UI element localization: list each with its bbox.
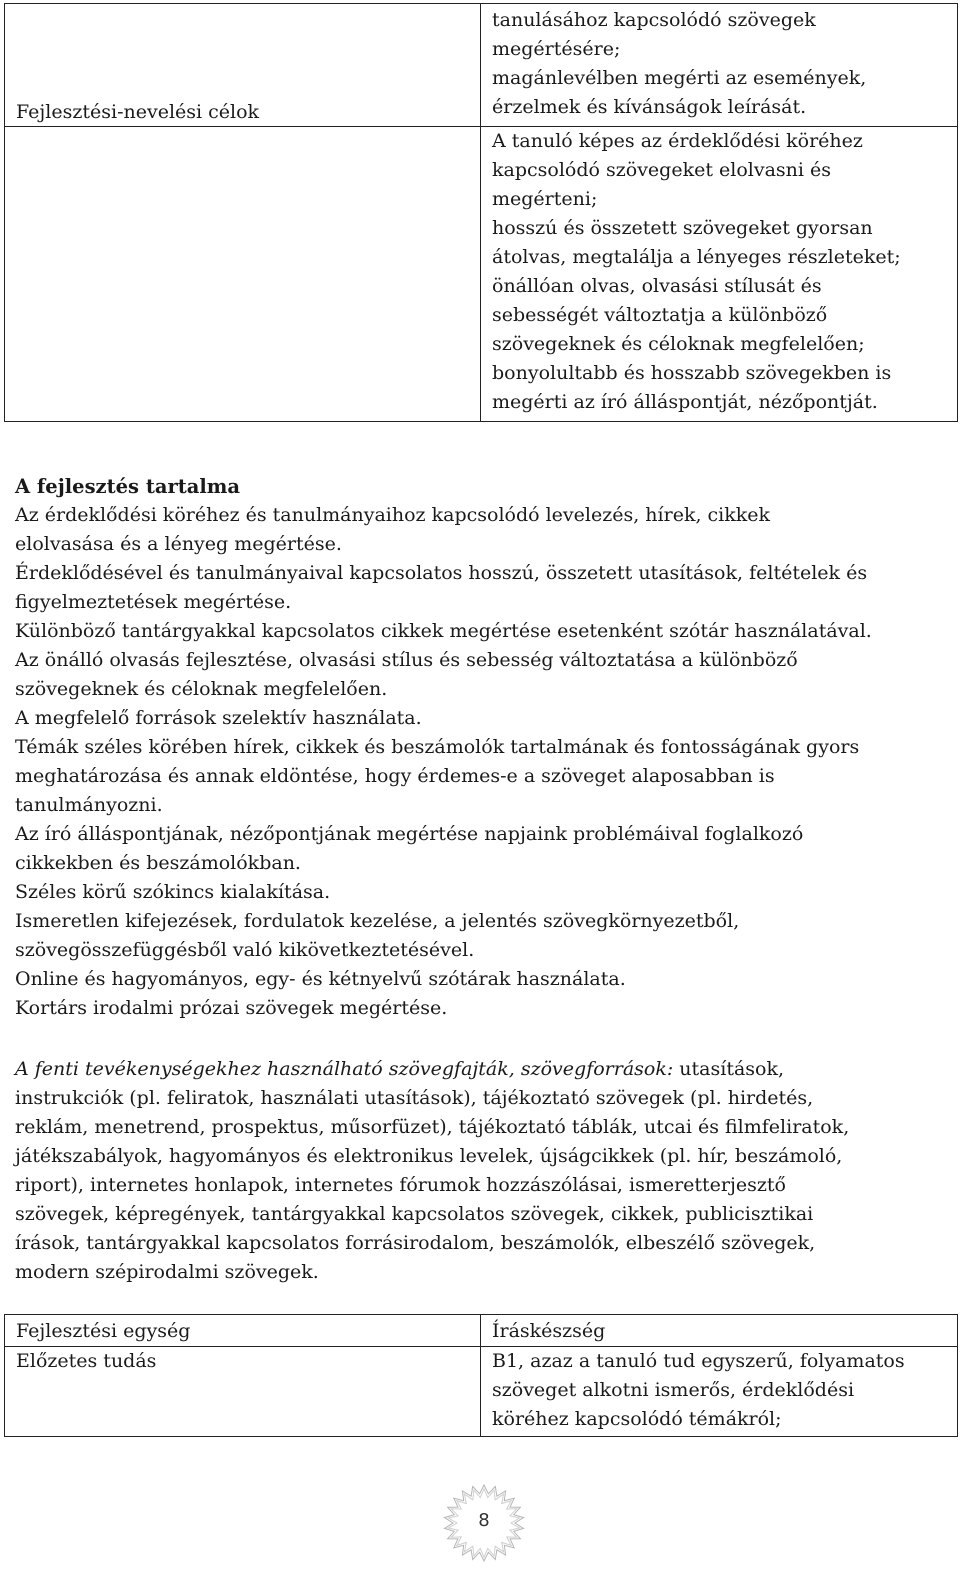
cell-text-line: sebességét változtatja a különböző <box>492 304 828 326</box>
paragraph-line: szövegek, képregények, tantárgyakkal kapcsolatos szövegek, cikkek, publicisztikai <box>15 1203 814 1225</box>
table-row <box>5 1347 958 1437</box>
paragraph-line: meghatározása és annak eldöntése, hogy érdemes-e a szöveget alaposabban is <box>15 765 775 787</box>
paragraph-line: Különböző tantárgyakkal kapcsolatos cikkek megértése esetenként szótár használatával. <box>15 620 872 642</box>
unit-value-cell <box>481 1315 958 1347</box>
paragraph-line: reklám, menetrend, prospektus, műsorfüzet), tájékoztató táblák, utcai és filmfeliratok, <box>15 1116 850 1138</box>
development-content-section <box>15 472 945 1023</box>
cell-text-line: szöveget alkotni ismerős, érdeklődési <box>492 1379 855 1401</box>
cell-text-line: tanulásához kapcsolódó szövegek <box>492 9 816 31</box>
cell-text-line: köréhez kapcsolódó témákról; <box>492 1408 782 1430</box>
paragraph-line: cikkekben és beszámolókban. <box>15 852 301 874</box>
prior-knowledge-label: Előzetes tudás <box>16 1350 157 1372</box>
unit-value: Íráskészség <box>492 1320 606 1342</box>
paragraph-line: Széles körű szókincs kialakítása. <box>15 881 331 903</box>
paragraph-line: Ismeretlen kifejezések, fordulatok kezelése, a jelentés szövegkörnyezetből, <box>15 910 740 932</box>
table-cell-continued-text <box>481 4 958 127</box>
page-number: 8 <box>478 1510 490 1531</box>
unit-label: Fejlesztési egység <box>16 1320 191 1342</box>
italic-lead: A fenti tevékenységekhez használható szövegfajták, szövegforrások: <box>15 1058 674 1080</box>
cell-text-line: érzelmek és kívánságok leírását. <box>492 96 807 118</box>
paragraph-line: Témák széles körében hírek, cikkek és beszámolók tartalmának és fontosságának gyors <box>15 736 860 758</box>
lead-continuation: utasítások, <box>673 1058 785 1080</box>
paragraph-line: modern szépirodalmi szövegek. <box>15 1261 319 1283</box>
paragraph-line: szövegösszefüggésből való kikövetkeztetésével. <box>15 939 475 961</box>
cell-text-line: megértésére; <box>492 38 621 60</box>
text-types-section <box>15 1055 945 1287</box>
page-number-badge <box>436 1480 532 1566</box>
cell-text-line: szövegeknek és céloknak megfelelően; <box>492 333 865 355</box>
paragraph-line: Kortárs irodalmi prózai szövegek megértése. <box>15 997 448 1019</box>
paragraph-line: elolvasása és a lényeg megértése. <box>15 533 342 555</box>
goals-label-cell <box>5 101 481 422</box>
paragraph-line: Az író álláspontjának, nézőpontjának megértése napjaink problémáival foglalkozó <box>15 823 804 845</box>
prior-knowledge-cell <box>481 1347 958 1437</box>
table-row <box>5 127 958 422</box>
cell-text-line: önállóan olvas, olvasási stílusát és <box>492 275 822 297</box>
unit-label-cell <box>5 1315 481 1347</box>
goals-table <box>4 3 958 422</box>
paragraph-line: Az érdeklődési köréhez és tanulmányaihoz kapcsolódó levelezés, hírek, cikkek <box>15 504 771 526</box>
paragraph-line: Az önálló olvasás fejlesztése, olvasási stílus és sebesség változtatása a különböző <box>15 649 798 671</box>
paragraph-line: Érdeklődésével és tanulmányaival kapcsolatos hosszú, összetett utasítások, feltételek és <box>15 562 868 584</box>
cell-text-line: kapcsolódó szövegeket elolvasni és <box>492 159 832 181</box>
prior-knowledge-label-cell <box>5 1347 481 1437</box>
cell-text-line: A tanuló képes az érdeklődési köréhez <box>492 130 863 152</box>
cell-text-line: B1, azaz a tanuló tud egyszerű, folyamatos <box>492 1350 905 1372</box>
table-row <box>5 1315 958 1347</box>
cell-text-line: magánlevélben megérti az események, <box>492 67 867 89</box>
paragraph-line: A megfelelő források szelektív használata. <box>15 707 422 729</box>
goals-description-cell <box>481 127 958 422</box>
paragraph-line: Online és hagyományos, egy- és kétnyelvű szótárak használata. <box>15 968 626 990</box>
cell-text-line: átolvas, megtalálja a lényeges részleteket; <box>492 246 901 268</box>
paragraph-line: figyelmeztetések megértése. <box>15 591 292 613</box>
paragraph-line: tanulmányozni. <box>15 794 163 816</box>
cell-text-line: megérteni; <box>492 188 598 210</box>
writing-skill-table <box>4 1314 958 1437</box>
cell-text-line: megérti az író álláspontját, nézőpontját. <box>492 391 878 413</box>
paragraph-line: instrukciók (pl. feliratok, használati utasítások), tájékoztató szövegek (pl. hirdetés, <box>15 1087 814 1109</box>
paragraph-line: riport), internetes honlapok, internetes fórumok hozzászólásai, ismeretterjesztő <box>15 1174 786 1196</box>
paragraph-line: játékszabályok, hagyományos és elektronikus levelek, újságcikkek (pl. hír, beszámoló, <box>15 1145 843 1167</box>
paragraph-line: írások, tantárgyakkal kapcsolatos forrásirodalom, beszámolók, elbeszélő szövegek, <box>15 1232 816 1254</box>
paragraph-line <box>15 1055 945 1084</box>
paragraph-line: szövegeknek és céloknak megfelelően. <box>15 678 388 700</box>
cell-text-line: bonyolultabb és hosszabb szövegekben is <box>492 362 892 384</box>
goals-label: Fejlesztési-nevelési célok <box>16 101 260 123</box>
cell-text-line: hosszú és összetett szövegeket gyorsan <box>492 217 873 239</box>
section-heading: A fejlesztés tartalma <box>15 475 241 498</box>
